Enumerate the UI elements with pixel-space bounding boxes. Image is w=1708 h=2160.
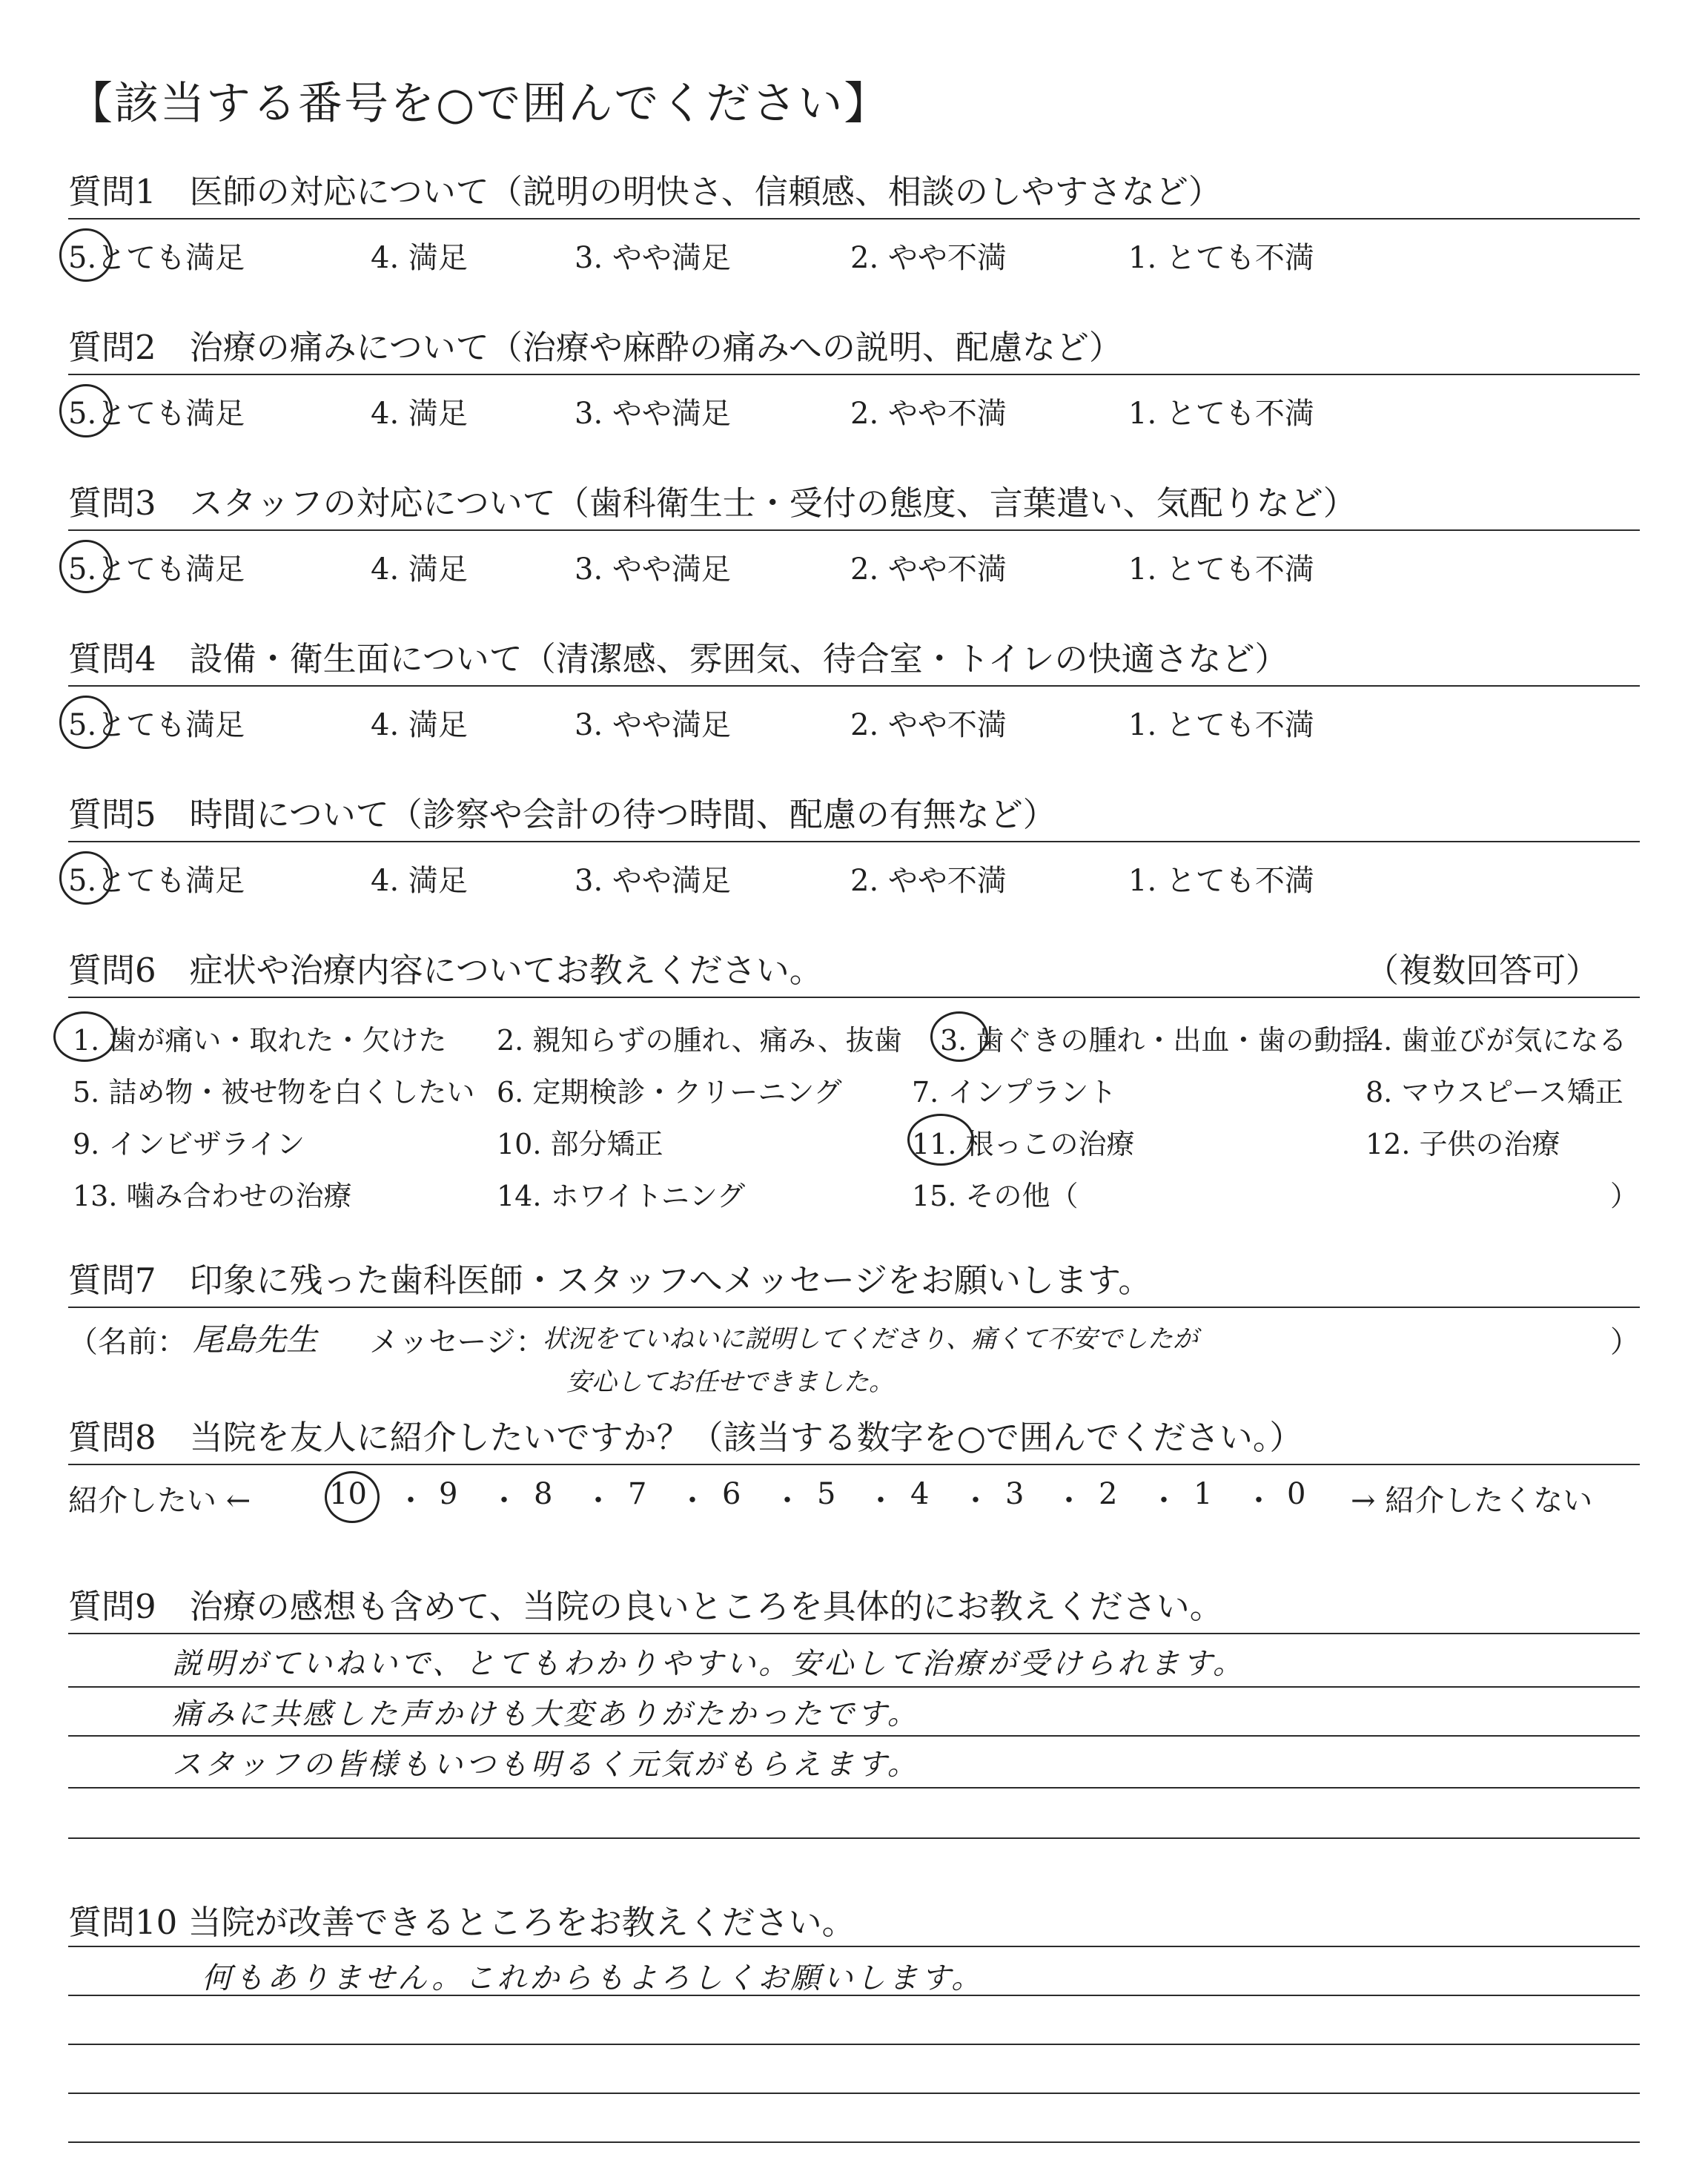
answer-rule	[68, 2141, 1640, 2143]
scale-sep: ・	[396, 1484, 426, 1518]
answer-rule	[68, 1735, 1640, 1737]
option-1[interactable]: 1. とても不満	[1128, 708, 1314, 742]
scale-sep: ・	[1149, 1484, 1179, 1518]
option-5[interactable]: 5.とても満足	[68, 864, 245, 898]
symptom-option-10[interactable]: 10. 部分矯正	[497, 1128, 663, 1160]
answer-rule	[68, 1686, 1640, 1688]
name-value[interactable]: 尾島先生	[193, 1321, 318, 1358]
option-4[interactable]: 4. 満足	[371, 552, 468, 587]
scale-8[interactable]: 8	[534, 1477, 553, 1511]
question-5-rule	[68, 841, 1640, 842]
scale-sep: ・	[772, 1484, 802, 1518]
option-5[interactable]: 5.とても満足	[68, 397, 245, 431]
scale-3[interactable]: 3	[1005, 1477, 1025, 1511]
recommend-left-label: 紹介したい ←	[68, 1484, 251, 1518]
question-9-rule	[68, 1633, 1640, 1634]
option-3[interactable]: 3. やや満足	[575, 864, 731, 898]
option-3[interactable]: 3. やや満足	[575, 708, 731, 742]
scale-sep: ・	[489, 1484, 519, 1518]
scale-5[interactable]: 5	[817, 1477, 836, 1511]
scale-6[interactable]: 6	[722, 1477, 741, 1511]
scale-4[interactable]: 4	[910, 1477, 930, 1511]
scale-sep: ・	[961, 1484, 990, 1518]
option-5[interactable]: 5.とても満足	[68, 552, 245, 587]
recommend-right-label: → 紹介したくない	[1351, 1484, 1593, 1518]
symptom-option-7[interactable]: 7. インプラント	[912, 1076, 1117, 1109]
answer-rule	[68, 1837, 1640, 1839]
improvement-line-1[interactable]: 何もありません。これからもよろしくお願いします。	[202, 1961, 984, 1995]
option-1[interactable]: 1. とても不満	[1128, 241, 1314, 275]
answer-rule	[68, 2093, 1640, 2094]
scale-1[interactable]: 1	[1194, 1477, 1213, 1511]
question-10-title: 質問10 当院が改善できるところをお教えください。	[68, 1903, 855, 1942]
symptom-option-15[interactable]: 15. その他（	[912, 1180, 1079, 1212]
option-2[interactable]: 2. やや不満	[850, 397, 1007, 431]
question-7-title: 質問7 印象に残った歯科医師・スタッフへメッセージをお願いします。	[68, 1261, 1152, 1300]
name-label: （名前：	[68, 1325, 187, 1359]
question-8-title: 質問8 当院を友人に紹介したいですか？（該当する数字を○で囲んでください。）	[68, 1418, 1303, 1457]
option-4[interactable]: 4. 満足	[371, 864, 468, 898]
message-label: メッセージ：	[369, 1325, 546, 1359]
question-2-rule	[68, 374, 1640, 375]
question-6-rule	[68, 997, 1640, 998]
answer-rule	[68, 1787, 1640, 1789]
option-3[interactable]: 3. やや満足	[575, 397, 731, 431]
question-2-title: 質問2 治療の痛みについて（治療や麻酔の痛みへの説明、配慮など）	[68, 328, 1122, 367]
option-4[interactable]: 4. 満足	[371, 708, 468, 742]
answer-rule	[68, 2044, 1640, 2045]
symptom-option-5[interactable]: 5. 詰め物・被せ物を白くしたい	[73, 1076, 475, 1109]
question-8-rule	[68, 1464, 1640, 1465]
question-6-note: （複数回答可）	[1366, 951, 1600, 990]
symptom-option-3[interactable]: 3. 歯ぐきの腫れ・出血・歯の動揺	[940, 1024, 1371, 1057]
symptom-option-4[interactable]: 4. 歯並びが気になる	[1366, 1024, 1627, 1057]
option-5[interactable]: 5.とても満足	[68, 708, 245, 742]
symptom-option-9[interactable]: 9. インビザライン	[73, 1128, 305, 1160]
symptom-option-2[interactable]: 2. 親知らずの腫れ、痛み、抜歯	[497, 1024, 902, 1057]
symptom-option-13[interactable]: 13. 噛み合わせの治療	[73, 1180, 352, 1212]
option-4[interactable]: 4. 満足	[371, 397, 468, 431]
option-2[interactable]: 2. やや不満	[850, 708, 1007, 742]
symptom-option-14[interactable]: 14. ホワイトニング	[497, 1180, 746, 1212]
scale-sep: ・	[866, 1484, 896, 1518]
question-3-title: 質問3 スタッフの対応について（歯科衛生士・受付の態度、言葉遣い、気配りなど）	[68, 483, 1357, 523]
scale-10[interactable]: 10	[329, 1477, 367, 1511]
option-2[interactable]: 2. やや不満	[850, 241, 1007, 275]
question-5-title: 質問5 時間について（診察や会計の待つ時間、配慮の有無など）	[68, 795, 1056, 834]
scale-0[interactable]: 0	[1287, 1477, 1306, 1511]
symptom-option-8[interactable]: 8. マウスピース矯正	[1366, 1076, 1623, 1109]
symptom-option-6[interactable]: 6. 定期検診・クリーニング	[497, 1076, 842, 1109]
scale-9[interactable]: 9	[439, 1477, 458, 1511]
question-7-rule	[68, 1307, 1640, 1308]
answer-rule	[68, 1995, 1640, 1996]
question-4-rule	[68, 685, 1640, 687]
scale-sep: ・	[583, 1484, 613, 1518]
option-2[interactable]: 2. やや不満	[850, 864, 1007, 898]
symptom-option-15-close: ）	[1610, 1180, 1639, 1212]
option-5[interactable]: 5.とても満足	[68, 241, 245, 275]
question-1-rule	[68, 218, 1640, 219]
scale-sep: ・	[678, 1484, 707, 1518]
scale-2[interactable]: 2	[1099, 1477, 1118, 1511]
option-2[interactable]: 2. やや不満	[850, 552, 1007, 587]
question-1-title: 質問1 医師の対応について（説明の明快さ、信頼感、相談のしやすさなど）	[68, 172, 1222, 211]
question-4-title: 質問4 設備・衛生面について（清潔感、雰囲気、待合室・トイレの快適さなど）	[68, 639, 1288, 678]
option-3[interactable]: 3. やや満足	[575, 552, 731, 587]
message-line-1[interactable]: 状況をていねいに説明してくださり、痛くて不安でしたが	[543, 1324, 1198, 1354]
good-points-line-2[interactable]: 痛みに共感した声かけも大変ありがたかったです。	[172, 1697, 920, 1731]
option-1[interactable]: 1. とても不満	[1128, 397, 1314, 431]
symptom-option-1[interactable]: 1. 歯が痛い・取れた・欠けた	[73, 1024, 447, 1057]
scale-sep: ・	[1054, 1484, 1084, 1518]
question-10-rule	[68, 1946, 1640, 1947]
good-points-line-3[interactable]: スタッフの皆様もいつも明るく元気がもらえます。	[172, 1748, 920, 1782]
message-close: ）	[1610, 1325, 1640, 1359]
good-points-line-1[interactable]: 説明がていねいで、とてもわかりやすい。安心して治療が受けられます。	[172, 1647, 1245, 1681]
question-9-title: 質問9 治療の感想も含めて、当院の良いところを具体的にお教えください。	[68, 1587, 1223, 1626]
message-line-2[interactable]: 安心してお任せできました。	[566, 1367, 894, 1397]
option-1[interactable]: 1. とても不満	[1128, 552, 1314, 587]
question-6-title: 質問6 症状や治療内容についてお教えください。	[68, 951, 823, 990]
scale-sep: ・	[1244, 1484, 1274, 1518]
option-1[interactable]: 1. とても不満	[1128, 864, 1314, 898]
question-3-rule	[68, 529, 1640, 531]
symptom-option-11[interactable]: 11. 根っこの治療	[912, 1128, 1135, 1160]
scale-7[interactable]: 7	[628, 1477, 647, 1511]
option-4[interactable]: 4. 満足	[371, 241, 468, 275]
symptom-option-12[interactable]: 12. 子供の治療	[1366, 1128, 1560, 1160]
option-3[interactable]: 3. やや満足	[575, 241, 731, 275]
page-title: 【該当する番号を○で囲んでください】	[68, 78, 890, 130]
